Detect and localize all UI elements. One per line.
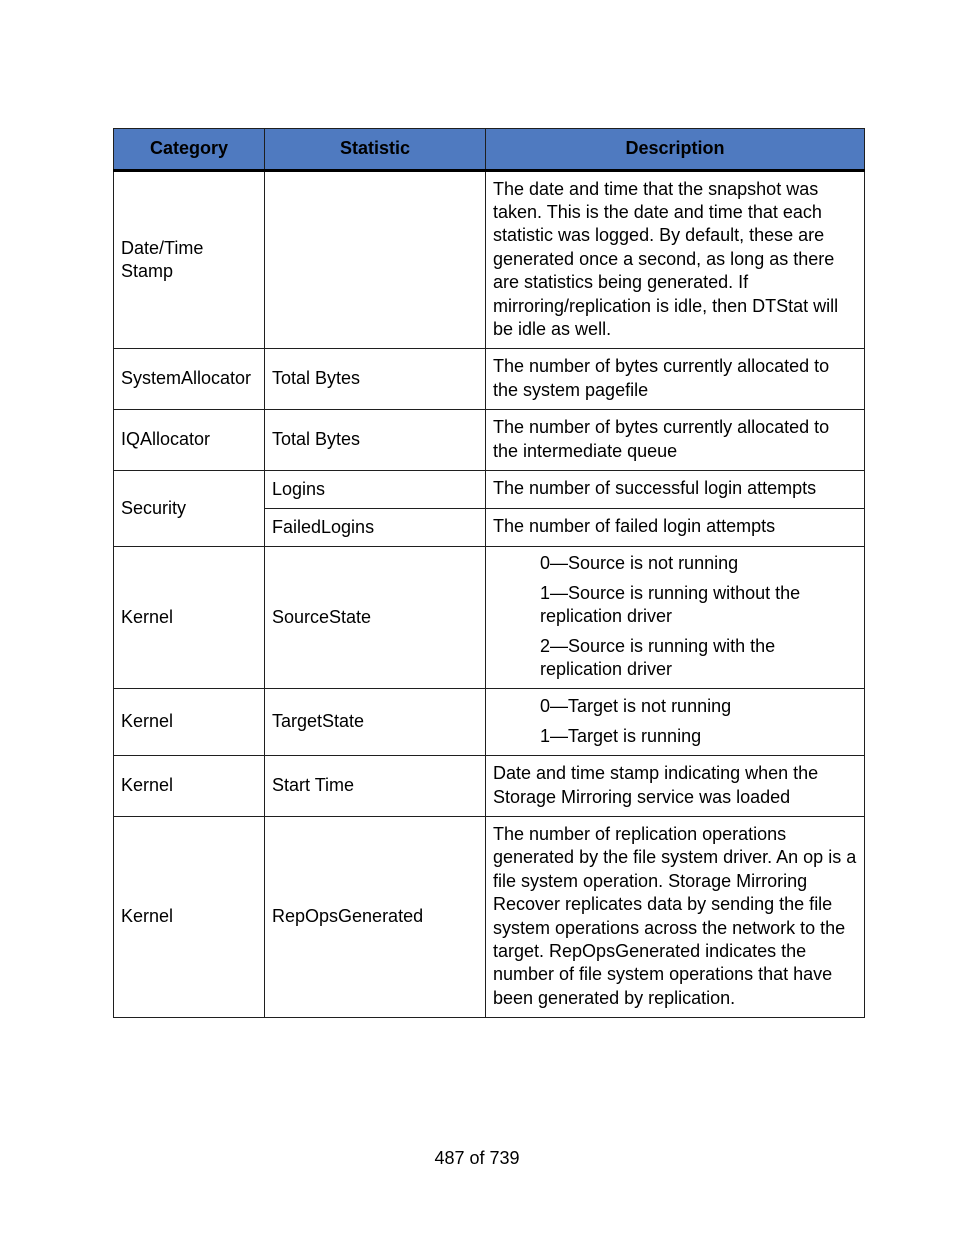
table-row-system-allocator xyxy=(114,349,865,410)
statistic-cell: RepOpsGenerated xyxy=(265,817,486,1018)
table-row-iq-allocator xyxy=(114,410,865,471)
state-item: 0—Source is not running xyxy=(540,553,739,574)
table-row-security-logins xyxy=(114,471,865,509)
statistic-cell: TargetState xyxy=(265,689,486,756)
state-item: 1—Source is running without the replication driver xyxy=(540,582,801,627)
description-cell xyxy=(486,547,865,689)
statistic-cell: SourceState xyxy=(265,547,486,689)
description-cell: The number of successful login attempts xyxy=(486,471,865,509)
state-item: 0—Target is not running xyxy=(540,696,732,717)
page-number: 487 of 739 xyxy=(434,1148,520,1168)
table-row-datetime xyxy=(114,171,865,349)
statistics-table xyxy=(113,128,865,1018)
description-cell: The number of failed login attempts xyxy=(486,509,865,547)
category-cell: Security xyxy=(114,471,265,547)
statistic-cell: Logins xyxy=(265,471,486,509)
table-row-source-state xyxy=(114,547,865,689)
statistic-cell: Total Bytes xyxy=(265,410,486,471)
statistic-cell: Total Bytes xyxy=(265,349,486,410)
table-header-row xyxy=(114,129,865,171)
category-cell: Date/Time Stamp xyxy=(114,171,265,349)
header-statistic: Statistic xyxy=(265,129,486,171)
statistic-cell: FailedLogins xyxy=(265,509,486,547)
state-item: 1—Target is running xyxy=(540,725,702,746)
category-cell: Kernel xyxy=(114,547,265,689)
table-row-rep-ops xyxy=(114,817,865,1018)
statistic-cell: Start Time xyxy=(265,756,486,817)
description-cell: The number of replication operations generated by the file system driver. An op is a file system operation. Storage Mirroring Recover replicates data by sending the file system operations across the network to the target. RepOpsGenerated indicates the number of file system operations that have been generated by replication. xyxy=(486,817,865,1018)
category-cell: Kernel xyxy=(114,689,265,756)
description-cell: The date and time that the snapshot was taken. This is the date and time that each statistic was logged. By default, these are generated once a second, as long as there are statistics being generated. If mirroring/replication is idle, then DTStat will be idle as well. xyxy=(486,171,865,349)
statistic-cell xyxy=(265,171,486,349)
description-cell: The number of bytes currently allocated to the intermediate queue xyxy=(486,410,865,471)
description-cell: The number of bytes currently allocated to the system pagefile xyxy=(486,349,865,410)
description-cell xyxy=(486,689,865,756)
table-row-start-time xyxy=(114,756,865,817)
header-category: Category xyxy=(114,129,265,171)
state-item: 2—Source is running with the replication driver xyxy=(540,635,776,680)
category-cell: Kernel xyxy=(114,817,265,1018)
category-cell: Kernel xyxy=(114,756,265,817)
category-cell: IQAllocator xyxy=(114,410,265,471)
table-row-target-state xyxy=(114,689,865,756)
category-cell: SystemAllocator xyxy=(114,349,265,410)
description-cell: Date and time stamp indicating when the Storage Mirroring service was loaded xyxy=(486,756,865,817)
header-description: Description xyxy=(486,129,865,171)
